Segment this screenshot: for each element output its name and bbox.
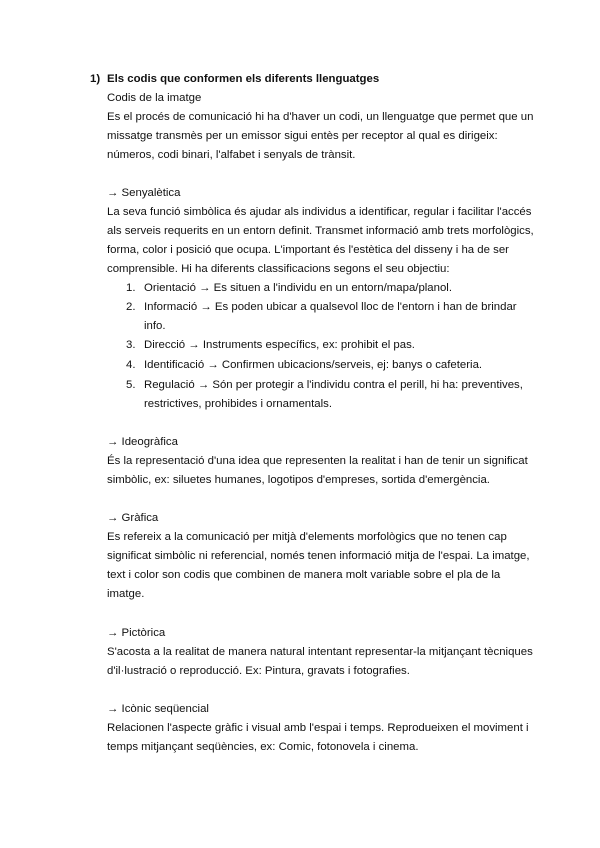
- list-item-number: 1.: [126, 282, 136, 294]
- pictorica-heading: → Pictòrica: [107, 627, 166, 639]
- iconic-text: temps mitjançant seqüències, ex: Comic, fotonovela i cinema.: [107, 741, 419, 753]
- list-item-number: 5.: [126, 379, 136, 391]
- senyaletica-text: comprensible. Hi ha diferents classificacions segons el seu objectiu:: [107, 263, 450, 275]
- senyaletica-text: forma, color i posició que ocupa. L'important és l'estètica del disseny i ha de ser: [107, 244, 509, 256]
- section-number: 1): [90, 73, 101, 85]
- intro-line: missatge transmès per un emissor sigui entès per receptor al qual es dirigeix:: [107, 130, 498, 142]
- list-item-text: info.: [144, 320, 166, 332]
- senyaletica-heading: → Senyalètica: [107, 187, 181, 199]
- grafica-text: Es refereix a la comunicació per mitjà d'elements morfològics que no tenen cap: [107, 531, 507, 543]
- list-item-text: Direcció → Instruments específics, ex: prohibit el pas.: [144, 339, 415, 351]
- list-item-number: 2.: [126, 301, 136, 313]
- grafica-text: significat simbòlic ni referencial, només tenen informació mitja de l'espai. La imatge,: [107, 550, 530, 562]
- section-subtitle: Codis de la imatge: [107, 92, 202, 104]
- ideografica-text: simbòlic, ex: siluetes humanes, logotipos d'empreses, sortida d'emergència.: [107, 474, 490, 486]
- list-item-text: Orientació → Es situen a l'individu en un entorn/mapa/planol.: [144, 282, 453, 294]
- iconic-heading: → Icònic seqüencial: [107, 703, 209, 715]
- iconic-text: Relacionen l'aspecte gràfic i visual amb l'espai i temps. Reprodueixen el moviment i: [107, 722, 529, 734]
- list-item-number: 4.: [126, 359, 136, 371]
- list-item-text: Informació → Es poden ubicar a qualsevol lloc de l'entorn i han de brindar: [144, 301, 517, 313]
- list-item-number: 3.: [126, 339, 136, 351]
- intro-line: números, codi binari, l'alfabet i senyals de trànsit.: [107, 149, 356, 161]
- list-item-text: Identificació → Confirmen ubicacions/serveis, ej: banys o cafeteria.: [144, 359, 483, 371]
- list-item-text: Regulació → Són per protegir a l'individu contra el perill, hi ha: preventives,: [144, 379, 523, 391]
- senyaletica-text: La seva funció simbòlica és ajudar als individus a identificar, regular i facilitar l'accés: [107, 206, 532, 218]
- intro-line: Es el procés de comunicació hi ha d'haver un codi, un llenguatge que permet que un: [107, 111, 534, 123]
- grafica-text: imatge.: [107, 588, 145, 600]
- senyaletica-text: als serveis requerits en un entorn definit. Transmet informació amb trets morfològics,: [107, 225, 534, 237]
- section-title: Els codis que conformen els diferents llenguatges: [107, 73, 380, 85]
- list-item-text: restrictives, prohibides i ornamentals.: [144, 398, 333, 410]
- grafica-heading: → Gràfica: [107, 512, 159, 524]
- pictorica-text: S'acosta a la realitat de manera natural intentant representar-la mitjançant tècniques: [107, 646, 533, 658]
- ideografica-text: És la representació d'una idea que representen la realitat i han de tenir un significat: [107, 455, 528, 467]
- grafica-text: text i color son codis que combinen de manera molt variable sobre el pla de la: [107, 569, 501, 581]
- ideografica-heading: → Ideogràfica: [107, 436, 178, 448]
- pictorica-text: d'il·lustració o reproducció. Ex: Pintura, gravats i fotografies.: [107, 665, 410, 677]
